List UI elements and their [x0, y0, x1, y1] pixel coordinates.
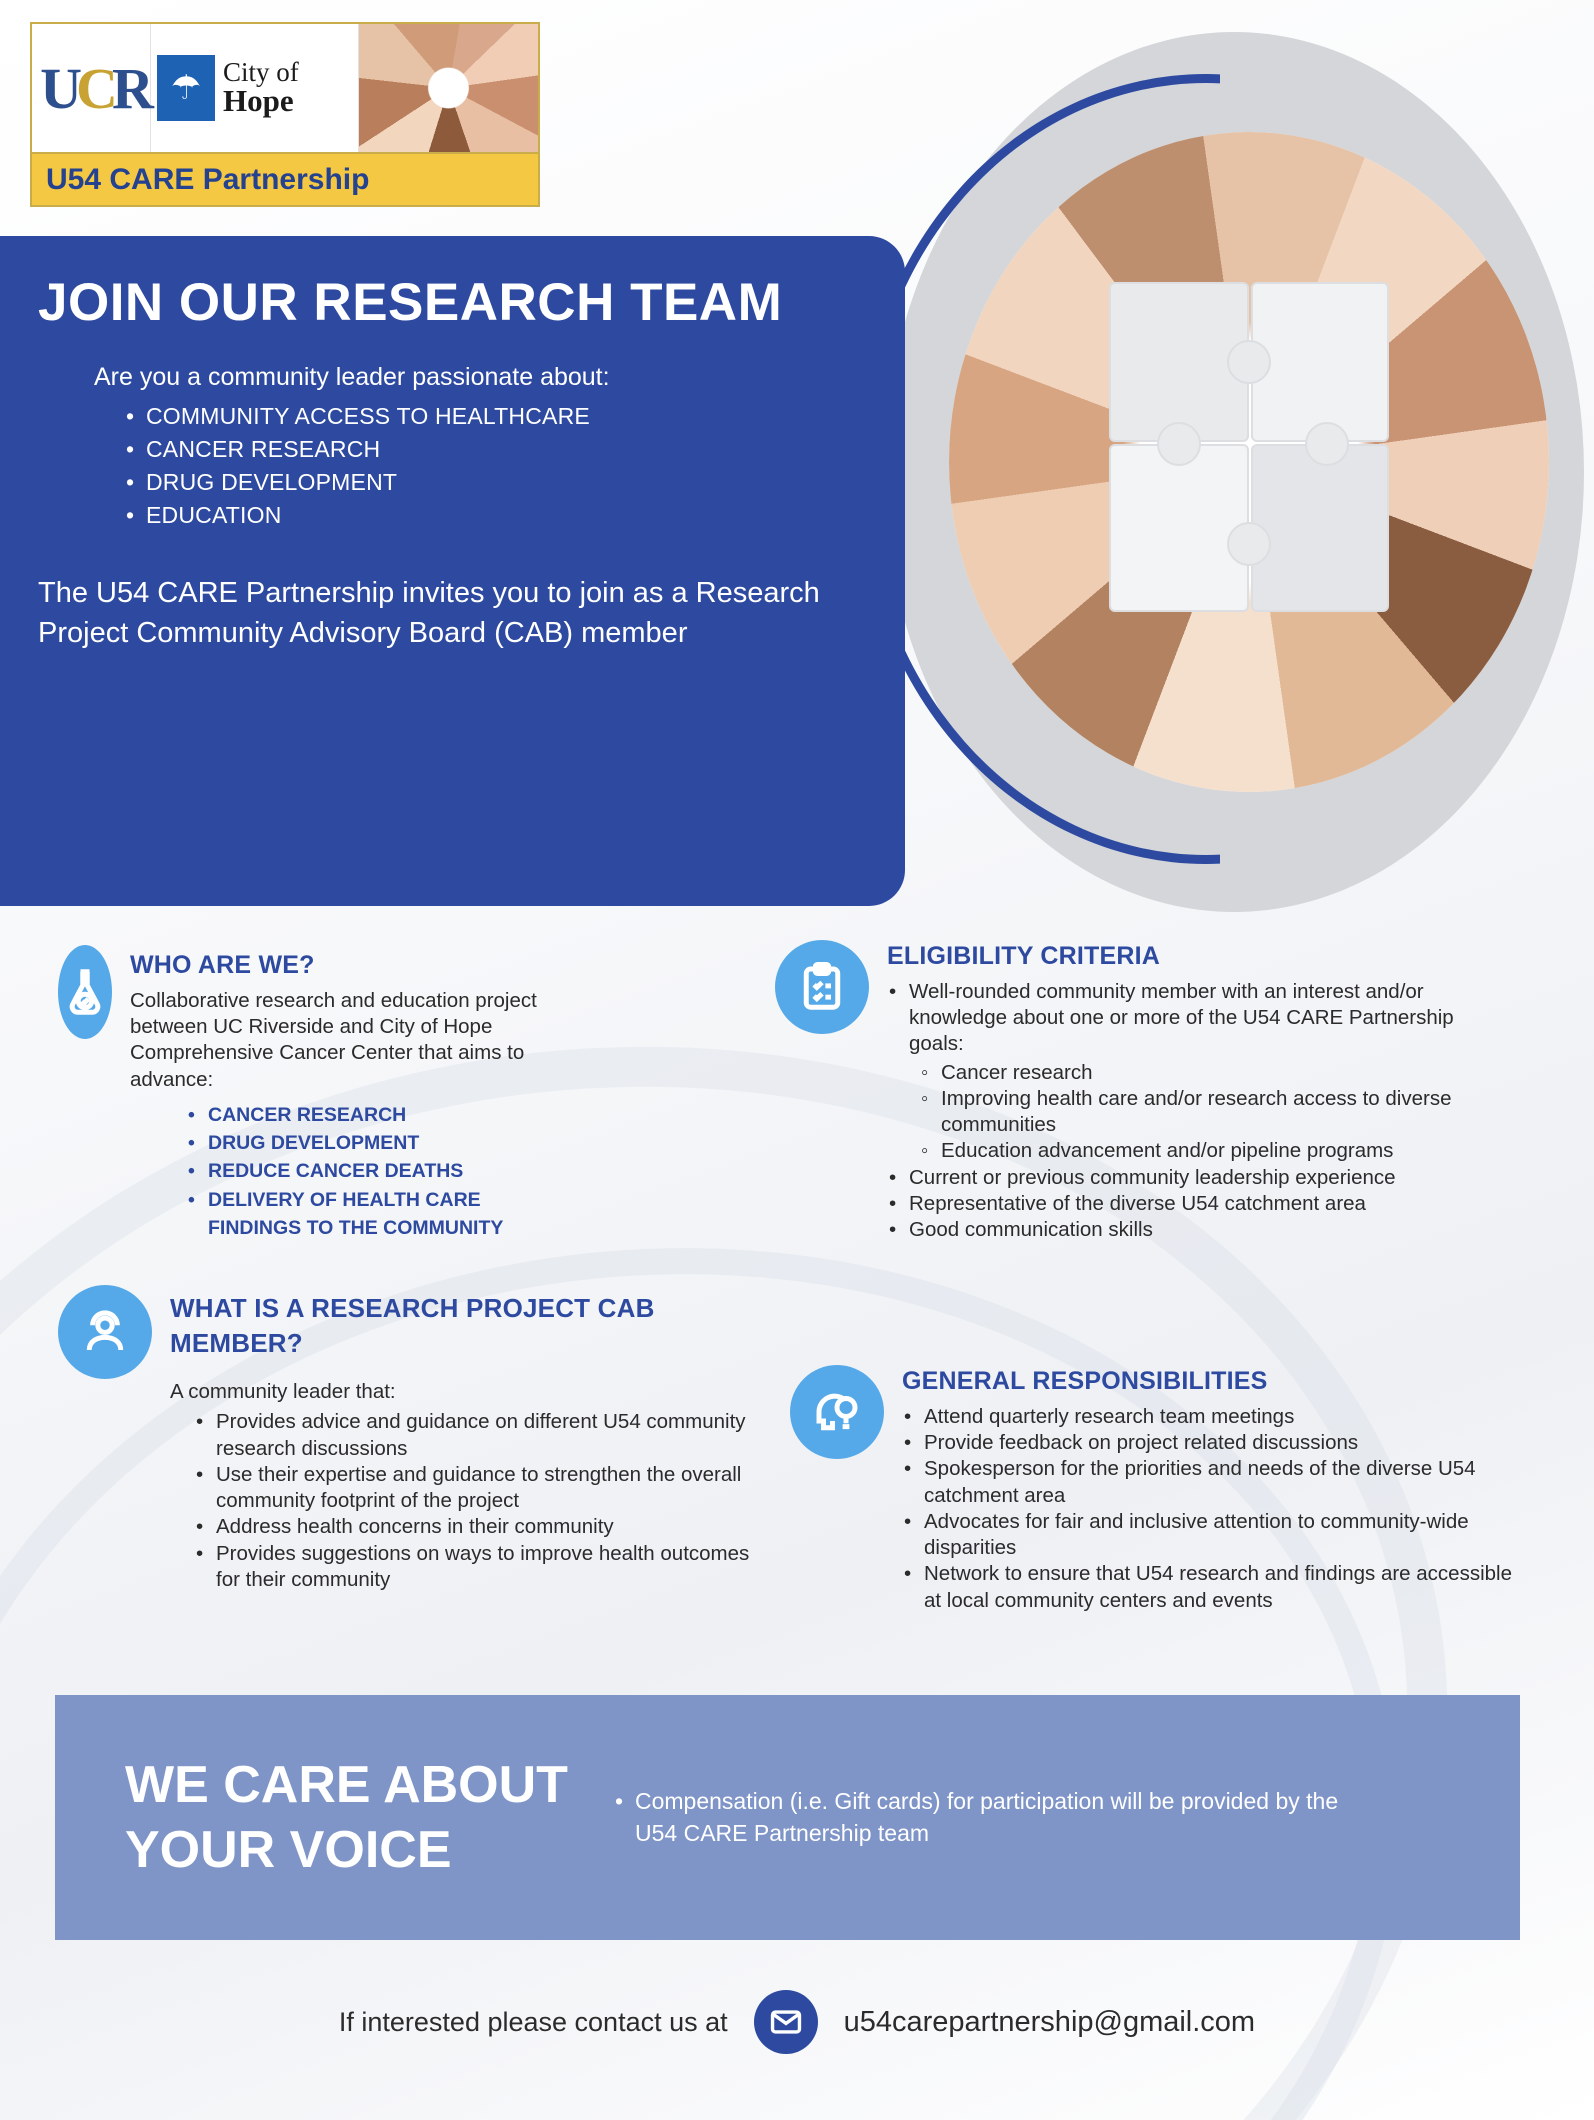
- logo-block: [30, 22, 540, 207]
- list-item: • DELIVERY OF HEALTH CARE FINDINGS TO THE COMMUNITY: [208, 1186, 578, 1243]
- coh-line1: City of: [223, 57, 299, 88]
- banner-list: [615, 1786, 1375, 1848]
- flask-check-icon: [58, 945, 112, 1039]
- hands-thumbnail-image: [358, 24, 538, 152]
- section-eligibility-criteria: [775, 940, 1515, 1243]
- section-body: A community leader that:: [170, 1380, 396, 1404]
- person-headset-icon: [58, 1285, 152, 1379]
- contact-email[interactable]: u54carepartnership@gmail.com: [843, 2005, 1256, 2038]
- list-item: • EDUCATION: [146, 500, 865, 531]
- city-of-hope-figure-icon: ☂: [157, 55, 215, 121]
- footer-contact: [0, 1990, 1594, 2054]
- ucr-logo: [32, 24, 150, 152]
- list-item: • Current or previous community leadership experience: [909, 1165, 1507, 1191]
- logo-top-row: [32, 24, 538, 152]
- hero-panel: [0, 236, 905, 906]
- list-item: • Advocates for fair and inclusive attention to community-wide disparities: [924, 1509, 1512, 1561]
- list-item: • Use their expertise and guidance to strengthen the overall community footprint of the project: [216, 1462, 770, 1514]
- list-item: ◦ Improving health care and/or research access to diverse communities: [941, 1086, 1507, 1138]
- cab-member-list: [170, 1409, 770, 1593]
- list-item: • Compensation (i.e. Gift cards) for participation will be provided by the U54 CARE Partnership team: [635, 1786, 1375, 1848]
- puzzle-pieces-graphic: [1109, 282, 1389, 612]
- list-item: • Representative of the diverse U54 catchment area: [909, 1191, 1507, 1217]
- ucr-wordmark: UCR: [40, 55, 148, 121]
- list-item: • COMMUNITY ACCESS TO HEALTHCARE: [146, 401, 865, 432]
- list-item: • DRUG DEVELOPMENT: [208, 1129, 578, 1157]
- section-body: Collaborative research and education project between UC Riverside and City of Hope Comprehensive Cancer Center that aims to advance:: [130, 989, 537, 1091]
- section-who-are-we: [58, 945, 578, 1242]
- eligibility-sublist: [909, 1060, 1507, 1165]
- banner-title: WE CARE ABOUT YOUR VOICE: [125, 1755, 568, 1879]
- contact-label: If interested please contact us at: [338, 2006, 728, 2037]
- section-title: WHO ARE WE?: [130, 951, 315, 979]
- list-item: • CANCER RESEARCH: [146, 434, 865, 465]
- list-item: • Network to ensure that U54 research and findings are accessible at local community centers and events: [924, 1561, 1512, 1613]
- page-title: JOIN OUR RESEARCH TEAM: [38, 273, 783, 332]
- hero-invitation-text: The U54 CARE Partnership invites you to join as a Research Project Community Advisory Board (CAB) member: [38, 577, 820, 650]
- list-item: ◦ Cancer research: [941, 1060, 1507, 1086]
- list-item: ◦ Education advancement and/or pipeline programs: [941, 1138, 1507, 1164]
- head-idea-icon: [790, 1365, 884, 1459]
- list-item: • Address health concerns in their community: [216, 1514, 770, 1540]
- list-item: • Attend quarterly research team meetings: [924, 1404, 1512, 1430]
- list-item: • Provides advice and guidance on different U54 community research discussions: [216, 1409, 770, 1461]
- section-title: WHAT IS A RESEARCH PROJECT CAB MEMBER?: [170, 1293, 655, 1359]
- list-item: • Provides suggestions on ways to improve health outcomes for their community: [216, 1541, 770, 1593]
- section-title: ELIGIBILITY CRITERIA: [887, 942, 1160, 970]
- clipboard-checklist-icon: [775, 940, 869, 1034]
- list-item: • Spokesperson for the priorities and needs of the diverse U54 catchment area: [924, 1456, 1512, 1508]
- email-icon: [754, 1990, 818, 2054]
- list-item: • CANCER RESEARCH: [208, 1101, 578, 1129]
- list-item: • REDUCE CANCER DEATHS: [208, 1157, 578, 1185]
- responsibilities-list: [902, 1404, 1512, 1614]
- who-are-we-list: [130, 1101, 578, 1242]
- eligibility-list: [887, 979, 1507, 1243]
- list-item: • Good communication skills: [909, 1217, 1507, 1243]
- logo-band: [32, 152, 538, 205]
- list-item: • Provide feedback on project related discussions: [924, 1430, 1512, 1456]
- hero-bullet-list: [146, 401, 865, 531]
- we-care-banner: [55, 1695, 1520, 1940]
- section-title: GENERAL RESPONSIBILITIES: [902, 1367, 1268, 1395]
- hands-puzzle-photo: [949, 132, 1549, 792]
- hero-image-group: [844, 14, 1594, 914]
- logo-band-label: U54 CARE Partnership: [46, 162, 370, 196]
- section-cab-member: [58, 1285, 778, 1593]
- list-item: • Well-rounded community member with an interest and/or knowledge about one or more of the U54 CARE Partnership goals:: [909, 979, 1507, 1058]
- city-of-hope-logo: [150, 24, 358, 152]
- hero-lead: Are you a community leader passionate about:: [94, 362, 610, 391]
- city-of-hope-wordmark: [223, 57, 299, 119]
- coh-line2: Hope: [223, 83, 294, 119]
- list-item: • DRUG DEVELOPMENT: [146, 467, 865, 498]
- section-general-responsibilities: [790, 1365, 1520, 1614]
